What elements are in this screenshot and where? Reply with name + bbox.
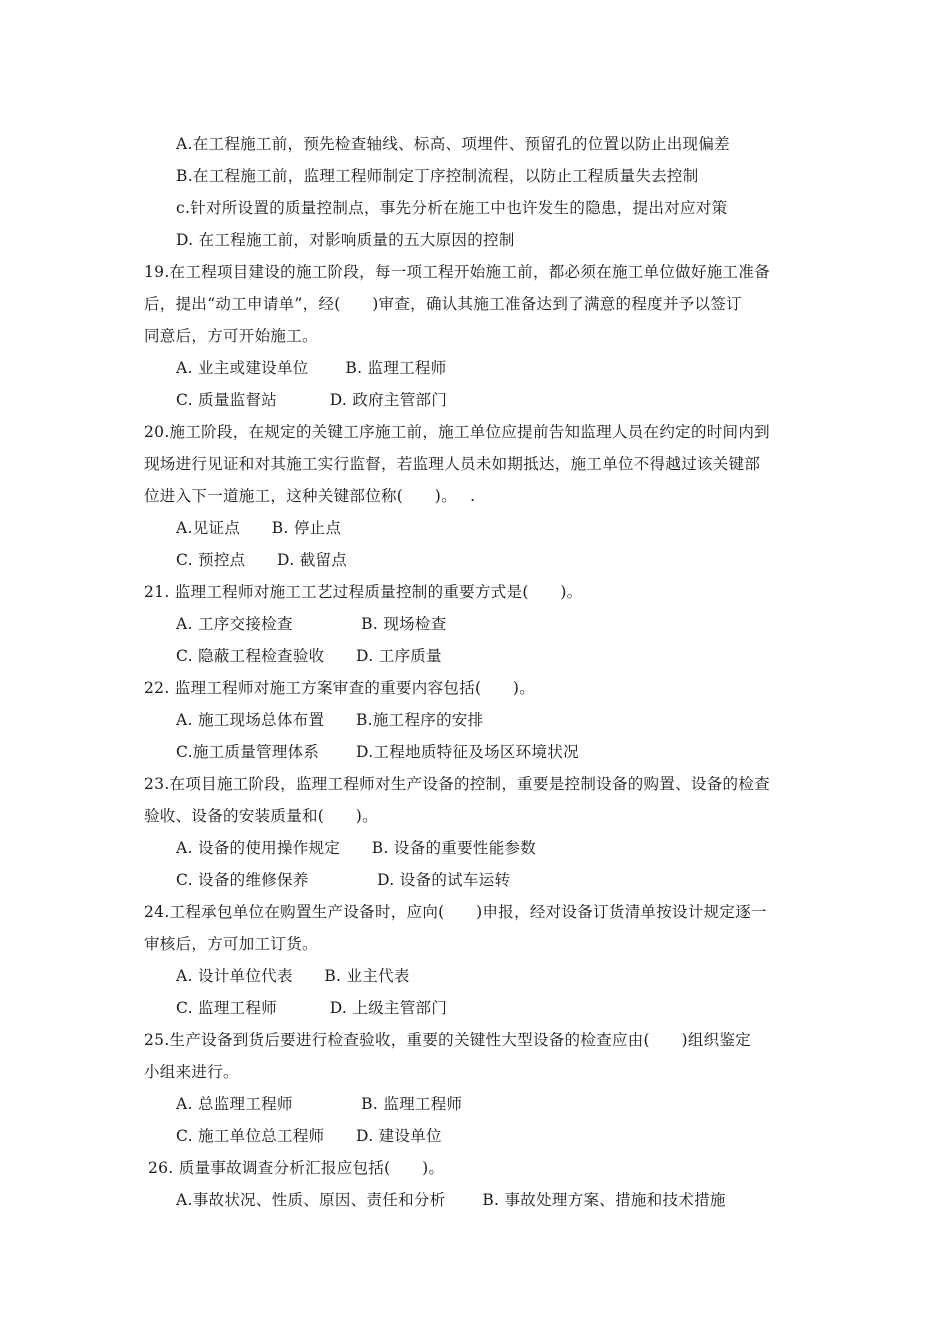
options-24-ab: A. 设计单位代表 B. 业主代表 xyxy=(176,967,410,985)
question-23-line-1: 23.在项目施工阶段，监理工程师对生产设备的控制，重要是控制设备的购置、设备的检查 xyxy=(144,775,770,793)
options-22-ab: A. 施工现场总体布置 B.施工程序的安排 xyxy=(176,711,484,729)
options-25-ab: A. 总监理工程师 B. 监理工程师 xyxy=(176,1095,463,1113)
options-21-cd: C. 隐蔽工程检查验收 D. 工序质量 xyxy=(176,647,442,665)
options-23-ab: A. 设备的使用操作规定 B. 设备的重要性能参数 xyxy=(176,839,537,857)
question-22: 22. 监理工程师对施工方案审查的重要内容包括( )。 xyxy=(144,679,536,697)
question-26: 26. 质量事故调查分析汇报应包括( )。 xyxy=(148,1159,445,1177)
question-19-line-1: 19.在工程项目建设的施工阶段，每一项工程开始施工前，都必须在施工单位做好施工准备 xyxy=(144,263,770,281)
options-19-cd: C. 质量监督站 D. 政府主管部门 xyxy=(176,391,448,409)
options-21-ab: A. 工序交接检查 B. 现场检查 xyxy=(176,615,447,633)
question-25-line-1: 25.生产设备到货后要进行检查验收，重要的关键性大型设备的检查应由( )组织鉴定 xyxy=(144,1031,752,1049)
options-22-cd: C.施工质量管理体系 D.工程地质特征及场区环境状况 xyxy=(176,743,579,761)
options-19-ab: A. 业主或建设单位 B. 监理工程师 xyxy=(176,359,447,377)
options-24-cd: C. 监理工程师 D. 上级主管部门 xyxy=(176,999,448,1017)
question-20-line-1: 20.施工阶段，在规定的关键工序施工前，施工单位应提前告知监理人员在约定的时间内到 xyxy=(144,423,770,441)
options-25-cd: C. 施工单位总工程师 D. 建设单位 xyxy=(176,1127,442,1145)
option-18d: D. 在工程施工前，对影响质量的五大原因的控制 xyxy=(176,231,515,249)
options-20-cd: C. 预控点 D. 截留点 xyxy=(176,551,348,569)
option-18b: B.在工程施工前，监理工程师制定丁序控制流程，以防止工程质量失去控制 xyxy=(176,167,699,185)
options-23-cd: C. 设备的维修保养 D. 设备的试车运转 xyxy=(176,871,511,889)
question-25-line-2: 小组来进行。 xyxy=(144,1063,239,1081)
question-23-line-2: 验收、设备的安装质量和( )。 xyxy=(144,807,378,825)
question-24-line-2: 审核后，方可加工订货。 xyxy=(144,935,318,953)
question-19-line-3: 同意后，方可开始施工。 xyxy=(144,327,318,345)
options-26-ab: A.事故状况、性质、原因、责任和分析 B. 事故处理方案、措施和技术措施 xyxy=(176,1191,726,1209)
question-20-line-2: 现场进行见证和对其施工实行监督，若监理人员未如期抵达，施工单位不得越过该关键部 xyxy=(144,455,761,473)
question-21: 21. 监理工程师对施工工艺过程质量控制的重要方式是( )。 xyxy=(144,583,583,601)
question-20-line-3: 位进入下一道施工，这种关键部位称( )。 . xyxy=(144,487,476,505)
question-19-line-2: 后，提出“动工申请单”，经( )审查，确认其施工准备达到了满意的程度并予以签订 xyxy=(144,295,742,313)
question-24-line-1: 24.工程承包单位在购置生产设备时，应向( )申报，经对设备订货清单按设计规定逐一 xyxy=(144,903,767,921)
options-20-ab: A.见证点 B. 停止点 xyxy=(176,519,342,537)
option-18c: c.针对所设置的质量控制点，事先分析在施工中也许发生的隐患，提出对应对策 xyxy=(176,199,728,217)
option-18a: A.在工程施工前，预先检查轴线、标高、项埋件、预留孔的位置以防止出现偏差 xyxy=(176,135,730,153)
